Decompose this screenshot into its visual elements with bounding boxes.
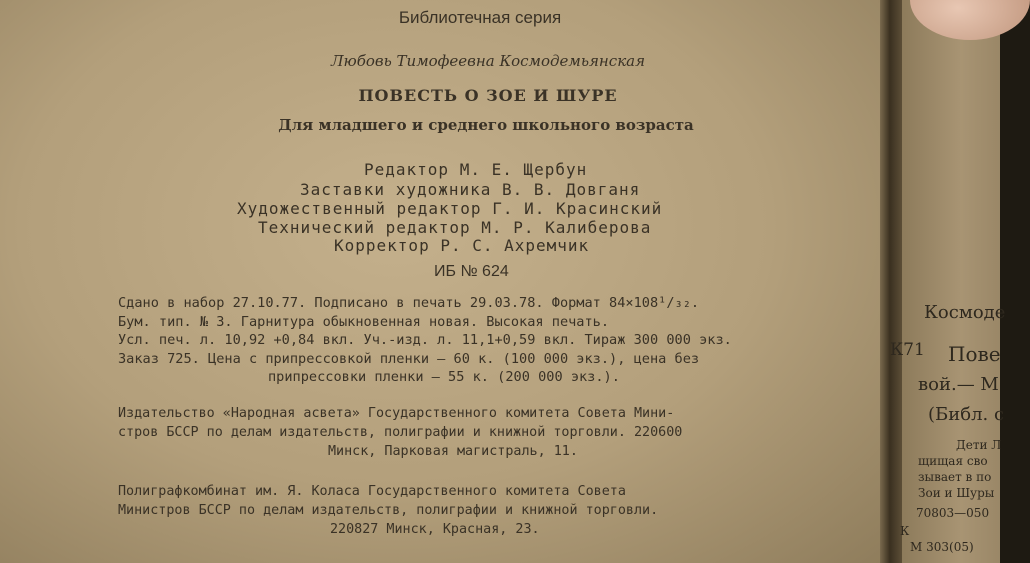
printer-line: 220827 Минск, Красная, 23. xyxy=(330,522,540,537)
printer-block xyxy=(118,482,658,539)
imprint-line: Заказ 725. Цена с припрессовкой пленки — 60 к. (100 000 экз.), цена без xyxy=(118,350,700,367)
credit-tech-editor: Технический редактор М. Р. Калиберова xyxy=(258,218,652,237)
imprint-line: Сдано в набор 27.10.77. Подписано в печать 29.03.78. Формат 84×108¹/₃₂. xyxy=(118,295,700,311)
publisher-line: Минск, Парковая магистраль, 11. xyxy=(328,444,578,459)
right-page-line: Пове xyxy=(948,342,1001,366)
right-page-line: М 303(05) xyxy=(910,540,974,554)
imprint-line: Усл. печ. л. 10,92 +0,84 вкл. Уч.-изд. л. 11,1+0,59 вкл. Тираж 300 000 экз. xyxy=(118,332,732,348)
right-page-line: (Библ. с xyxy=(928,404,1005,425)
right-page-line: Космоде xyxy=(924,302,1006,323)
ib-number: ИБ № 624 xyxy=(434,263,509,280)
book-title: ПОВЕСТЬ О ЗОЕ И ШУРЕ xyxy=(358,86,618,105)
right-page-line: 70803—050 xyxy=(916,506,990,520)
finger-overlay xyxy=(910,0,1030,40)
printer-line: Министров БССР по делам издательств, полиграфии и книжной торговли. xyxy=(118,503,659,518)
credit-editor: Редактор М. Е. Щербун xyxy=(364,160,588,179)
right-page-line: зывает в по xyxy=(918,470,992,484)
publisher-line: стров БССР по делам издательств, полиграфии и книжной торговли. 220600 xyxy=(118,425,683,440)
credit-illustrator: Заставки художника В. В. Довганя xyxy=(300,180,641,199)
publisher-block xyxy=(118,404,682,461)
publisher-line: Издательство «Народная асвета» Государственного комитета Совета Мини- xyxy=(118,406,675,421)
right-page-line: Зои и Шуры xyxy=(918,486,995,500)
imprint-line: Бум. тип. № 3. Гарнитура обыкновенная новая. Высокая печать. xyxy=(118,313,610,330)
author-name: Любовь Тимофеевна Космодемьянская xyxy=(330,52,646,70)
right-page-line: Дети Л xyxy=(956,438,1002,452)
right-page-line: вой.— М xyxy=(918,374,999,395)
credit-art-editor: Художественный редактор Г. И. Красинский xyxy=(237,199,663,218)
right-page-line: К71 xyxy=(890,340,925,360)
right-page-line: щищая сво xyxy=(918,454,988,468)
imprint-line: припрессовки пленки — 55 к. (200 000 экз.). xyxy=(268,369,620,385)
imprint-block xyxy=(118,294,732,387)
series-heading: Библиотечная серия xyxy=(398,8,562,27)
right-page-line: К xyxy=(900,524,910,538)
credit-proofreader: Корректор Р. С. Ахремчик xyxy=(334,236,590,255)
right-page xyxy=(890,0,1006,563)
book-subtitle: Для младшего и среднего школьного возраста xyxy=(278,116,694,134)
book-gutter xyxy=(880,0,902,563)
printer-line: Полиграфкомбинат им. Я. Коласа Государственного комитета Совета xyxy=(118,484,626,499)
